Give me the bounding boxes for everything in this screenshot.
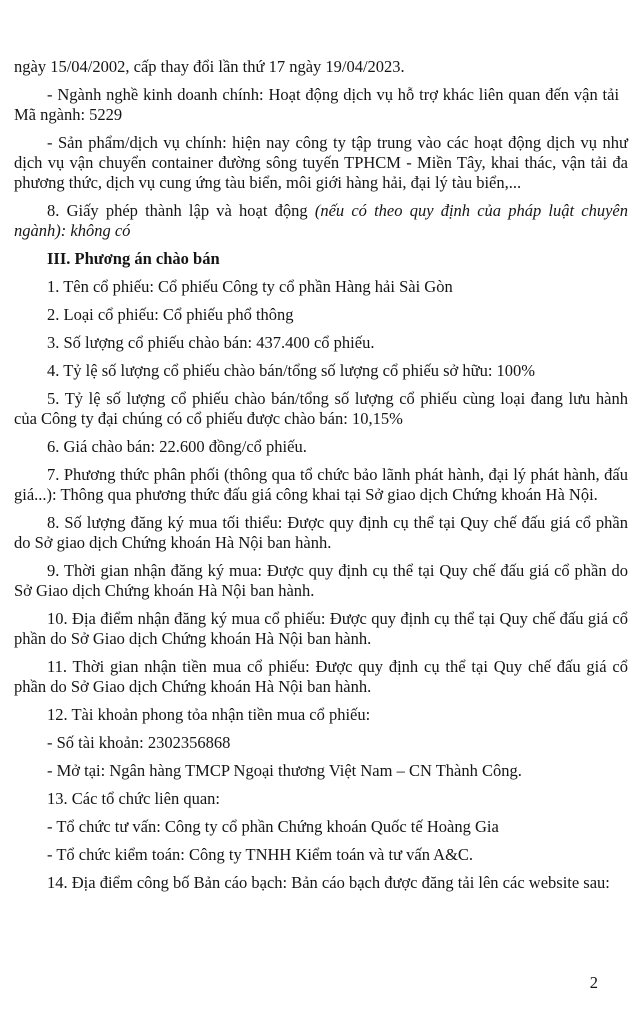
offering-item-2: 2. Loại cổ phiếu: Cổ phiếu phổ thông bbox=[47, 305, 294, 324]
paragraph-license bbox=[14, 201, 628, 241]
offering-item-9: 9. Thời gian nhận đăng ký mua: Được quy định cụ thể tại Quy chế đấu giá cổ phần do Sở Giao dịch Chứng khoán Hà Nội ban hành. bbox=[14, 561, 628, 600]
offering-item-5: 5. Tỷ lệ số lượng cổ phiếu chào bán/tổng số lượng cổ phiếu cùng loại đang lưu hành của Công ty đại chúng có cổ phiếu được chào bán: 10,15% bbox=[14, 389, 628, 428]
page-number: 2 bbox=[589, 973, 598, 992]
offering-item-12-account-number: - Số tài khoản: 2302356868 bbox=[47, 733, 231, 752]
offering-item-12-bank: - Mở tại: Ngân hàng TMCP Ngoại thương Việt Nam – CN Thành Công. bbox=[47, 761, 522, 780]
offering-item-13-auditor: - Tổ chức kiểm toán: Công ty TNHH Kiểm toán và tư vấn A&C. bbox=[47, 845, 474, 864]
offering-item-7: 7. Phương thức phân phối (thông qua tổ chức bảo lãnh phát hành, đại lý phát hành, đấu giá...): Thông qua phương thức đấu giá công khai tại Sở giao dịch Chứng khoán Hà Nội. bbox=[14, 465, 628, 504]
offering-item-8: 8. Số lượng đăng ký mua tối thiểu: Được quy định cụ thể tại Quy chế đấu giá cổ phần do Sở giao dịch Chứng khoán Hà Nội ban hành. bbox=[14, 513, 628, 552]
section-heading: III. Phương án chào bán bbox=[47, 249, 220, 268]
offering-item-6: 6. Giá chào bán: 22.600 đồng/cổ phiếu. bbox=[47, 437, 307, 456]
paragraph-products-services: - Sản phẩm/dịch vụ chính: hiện nay công ty tập trung vào các hoạt động dịch vụ như dịch vụ vận chuyển container đường sông tuyến TPHCM - Miền Tây, khai thác, vận tải đa phương thức, dịch vụ cung ứng tàu biển, môi giới hàng hải, đại lý tàu biển,... bbox=[14, 133, 628, 192]
document-content bbox=[14, 57, 628, 901]
license-note-italic: (nếu có theo quy định của pháp luật chuyên ngành): không có bbox=[14, 201, 628, 240]
offering-item-13: 13. Các tổ chức liên quan: bbox=[47, 789, 220, 808]
paragraph-continuation: ngày 15/04/2002, cấp thay đổi lần thứ 17 ngày 19/04/2023. bbox=[14, 57, 405, 76]
offering-item-10: 10. Địa điểm nhận đăng ký mua cổ phiếu: Được quy định cụ thể tại Quy chế đấu giá cổ phần do Sở Giao dịch Chứng khoán Hà Nội ban hành. bbox=[14, 609, 628, 648]
offering-item-1: 1. Tên cổ phiếu: Cổ phiếu Công ty cổ phần Hàng hải Sài Gòn bbox=[47, 277, 453, 296]
license-lead-text: 8. Giấy phép thành lập và hoạt động bbox=[47, 201, 315, 220]
offering-item-13-advisor: - Tổ chức tư vấn: Công ty cổ phần Chứng khoán Quốc tế Hoàng Gia bbox=[47, 817, 499, 836]
offering-item-3: 3. Số lượng cổ phiếu chào bán: 437.400 cổ phiếu. bbox=[47, 333, 375, 352]
paragraph-business-line: - Ngành nghề kinh doanh chính: Hoạt động dịch vụ hỗ trợ khác liên quan đến vận tải Mã ngành: 5229 bbox=[14, 85, 628, 124]
offering-item-4: 4. Tỷ lệ số lượng cổ phiếu chào bán/tổng số lượng cổ phiếu sở hữu: 100% bbox=[47, 361, 536, 380]
offering-item-11: 11. Thời gian nhận tiền mua cổ phiếu: Được quy định cụ thể tại Quy chế đấu giá cổ phần do Sở Giao dịch Chứng khoán Hà Nội ban hành. bbox=[14, 657, 628, 696]
offering-item-12: 12. Tài khoản phong tỏa nhận tiền mua cổ phiếu: bbox=[47, 705, 371, 724]
offering-item-14: 14. Địa điểm công bố Bản cáo bạch: Bản cáo bạch được đăng tải lên các website sau: bbox=[47, 873, 610, 892]
